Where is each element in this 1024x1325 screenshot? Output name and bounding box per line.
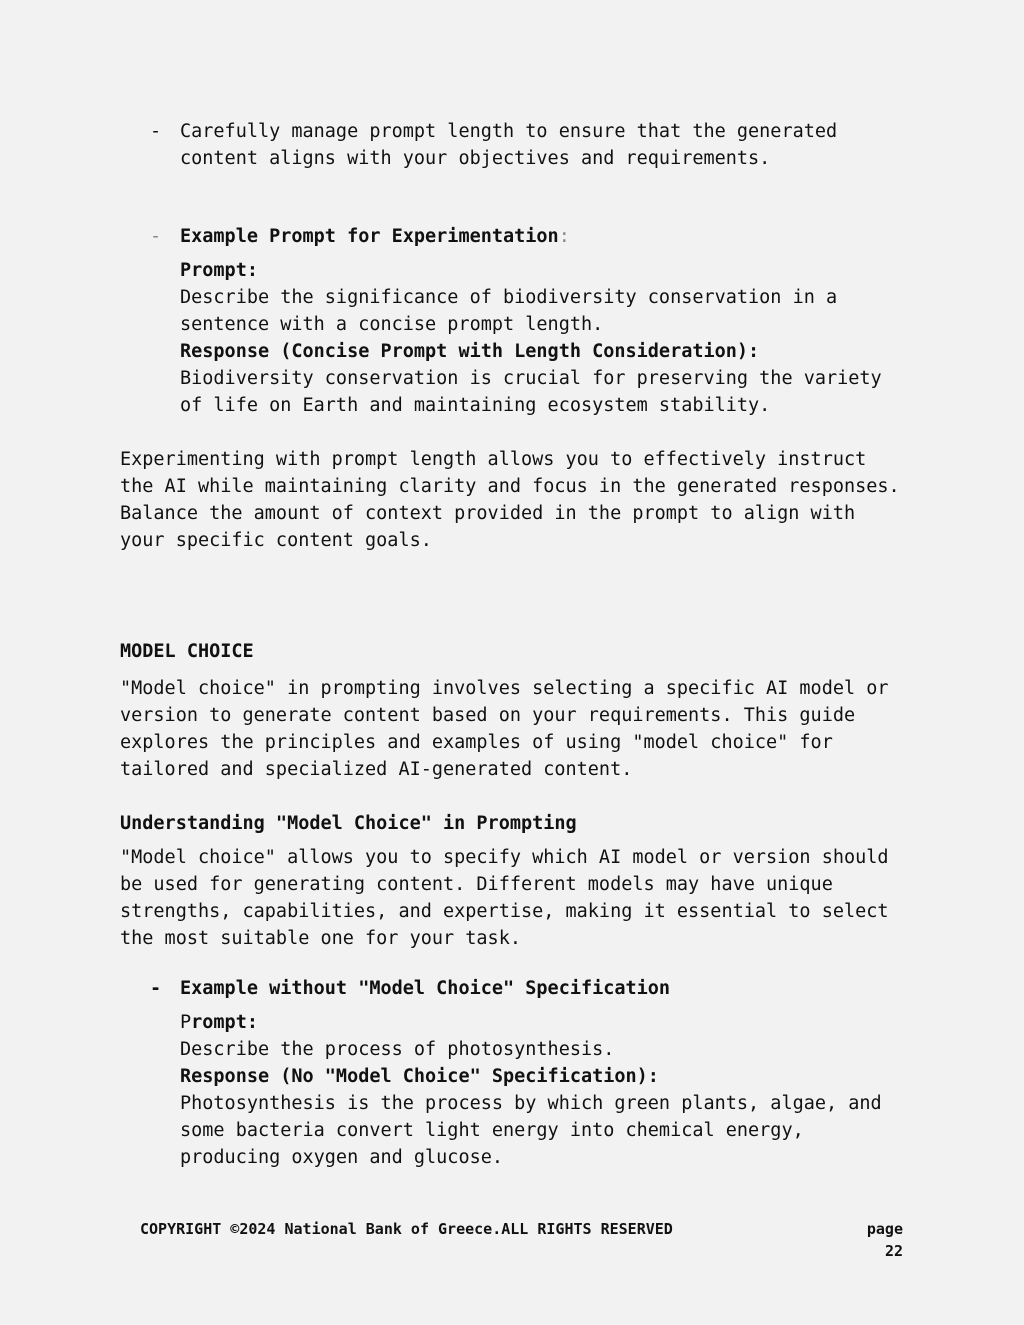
bullet-marker: -	[150, 978, 162, 999]
paragraph-line: be used for generating content. Different models may have unique	[120, 874, 833, 895]
example-heading: Example without "Model Choice" Specification	[180, 978, 671, 999]
response-label: Response (No "Model Choice" Specification):	[180, 1066, 659, 1087]
prompt-label-rest: rompt:	[191, 1012, 258, 1033]
response-text-line: some bacteria convert light energy into chemical energy,	[180, 1120, 804, 1141]
paragraph-line: explores the principles and examples of using "model choice" for	[120, 732, 833, 753]
prompt-label	[180, 1009, 258, 1036]
bullet-text-line: content aligns with your objectives and requirements.	[180, 148, 771, 169]
paragraph-line: strengths, capabilities, and expertise, making it essential to select	[120, 901, 889, 922]
footer-page-label: page	[866, 1220, 903, 1238]
paragraph-line: version to generate content based on your requirements. This guide	[120, 705, 856, 726]
response-text-line: Photosynthesis is the process by which green plants, algae, and	[180, 1093, 882, 1114]
footer-page-number: 22	[884, 1242, 903, 1260]
example-heading	[180, 223, 570, 250]
paragraph-line: Experimenting with prompt length allows you to effectively instruct	[120, 449, 867, 470]
prompt-text-line: sentence with a concise prompt length.	[180, 314, 604, 335]
paragraph-line: Balance the amount of context provided in the prompt to align with	[120, 503, 856, 524]
bullet-text-line: Carefully manage prompt length to ensure that the generated	[180, 121, 838, 142]
bullet-marker: -	[150, 121, 162, 142]
paragraph-line: "Model choice" in prompting involves selecting a specific AI model or	[120, 678, 889, 699]
example-heading-suffix: :	[558, 226, 570, 247]
paragraph-line: tailored and specialized AI-generated content.	[120, 759, 633, 780]
paragraph-line: the most suitable one for your task.	[120, 928, 521, 949]
paragraph-line: "Model choice" allows you to specify which AI model or version should	[120, 847, 889, 868]
prompt-text-line: Describe the significance of biodiversity conservation in a	[180, 287, 838, 308]
bullet-marker: -	[150, 226, 162, 247]
response-text-line: producing oxygen and glucose.	[180, 1147, 504, 1168]
prompt-label-initial: P	[180, 1012, 192, 1033]
prompt-text-line: Describe the process of photosynthesis.	[180, 1039, 615, 1060]
response-text-line: Biodiversity conservation is crucial for preserving the variety	[180, 368, 882, 389]
paragraph-line: your specific content goals.	[120, 530, 432, 551]
response-label: Response (Concise Prompt with Length Consideration):	[180, 341, 760, 362]
subheading: Understanding "Model Choice" in Prompting	[120, 813, 577, 834]
prompt-label: Prompt:	[180, 260, 258, 281]
footer-copyright: COPYRIGHT ©2024 National Bank of Greece.ALL RIGHTS RESERVED	[140, 1220, 673, 1238]
paragraph-line: the AI while maintaining clarity and focus in the generated responses.	[120, 476, 900, 497]
response-text-line: of life on Earth and maintaining ecosystem stability.	[180, 395, 771, 416]
section-title: MODEL CHOICE	[120, 641, 254, 662]
example-heading-text: Example Prompt for Experimentation	[180, 226, 559, 247]
